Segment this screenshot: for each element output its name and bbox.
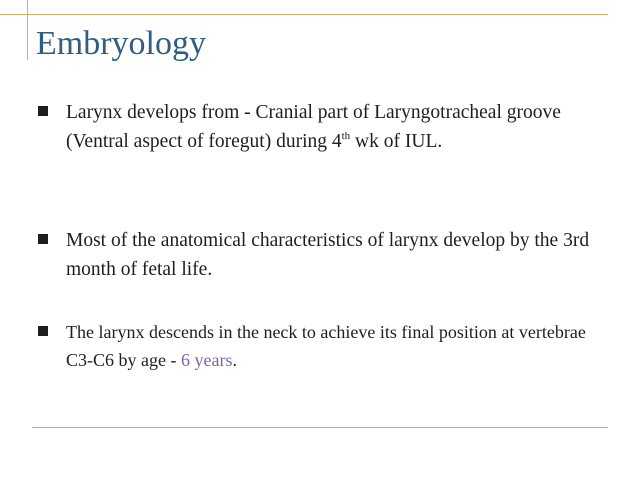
- bullet-text-tail: .: [232, 350, 237, 370]
- bullet-text-main: Larynx develops from - Cranial part of Laryngotracheal groove (Ventral aspect of foregut) during 4: [66, 102, 561, 152]
- square-bullet-icon: [38, 234, 48, 244]
- bullet-text-main: The larynx descends in the neck to achieve its final position at vertebrae C3-C6 by age -: [66, 322, 586, 370]
- ordinal-superscript: th: [341, 130, 351, 142]
- highlighted-age: 6 years: [180, 350, 233, 370]
- bullet-text: [66, 98, 610, 156]
- square-bullet-icon: [38, 106, 48, 116]
- bottom-rule: [32, 427, 608, 428]
- accent-vertical-line: [27, 0, 28, 60]
- bullet-text: [66, 318, 610, 374]
- bullet-item-larynx-descent: [38, 318, 608, 374]
- square-bullet-icon: [38, 326, 48, 336]
- slide-title: Embryology: [36, 25, 206, 62]
- bullet-item-larynx-origin: [38, 98, 608, 156]
- top-rule: [0, 14, 608, 15]
- bullet-text-tail: wk of IUL.: [350, 131, 443, 152]
- bullet-text: Most of the anatomical characteristics of larynx develop by the 3rd month of fetal life.: [66, 230, 590, 280]
- bullet-item-anatomical-characteristics: [38, 226, 608, 284]
